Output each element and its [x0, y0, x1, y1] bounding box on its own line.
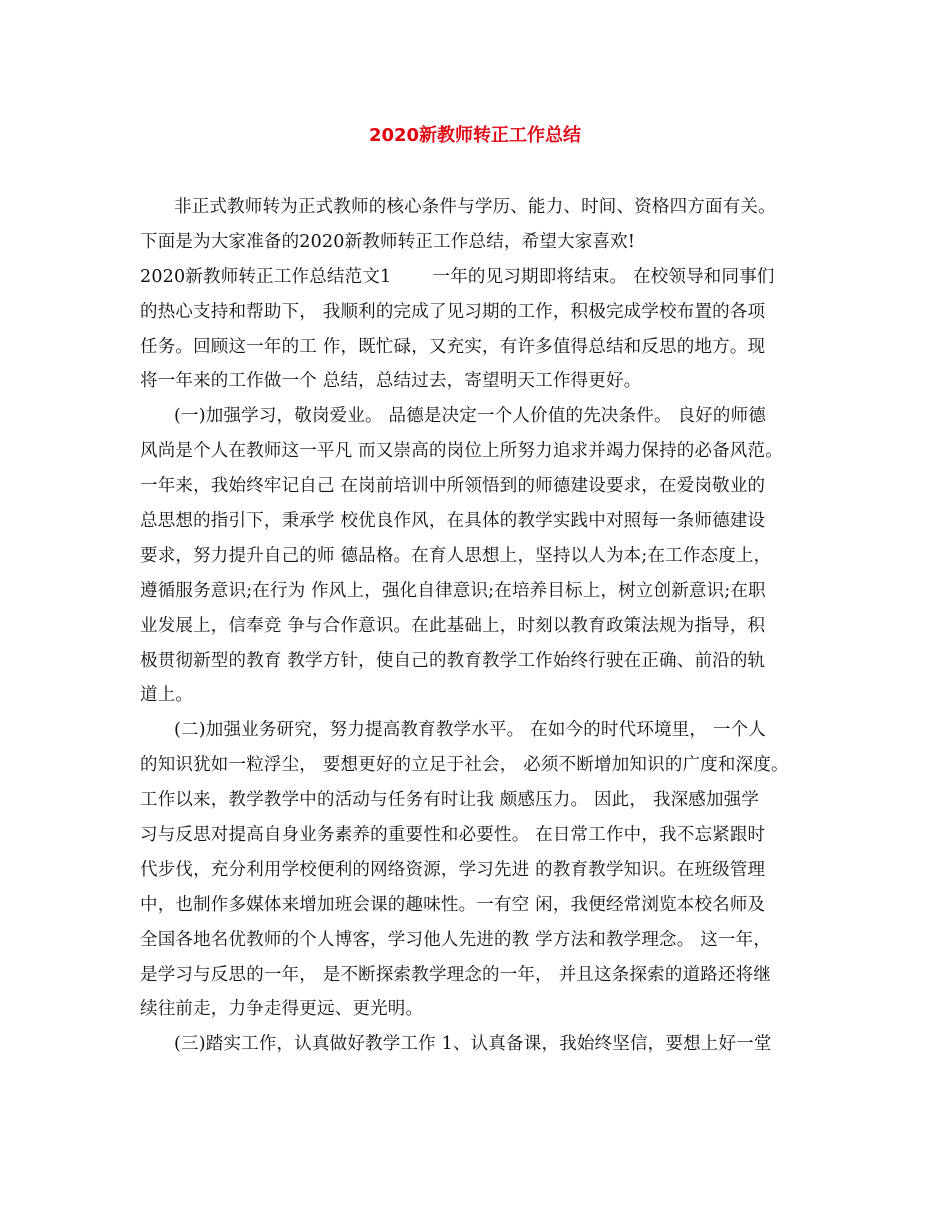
text-line: 总思想的指引下，秉承学 校优良作风，在具体的教学实践中对照每一条师德建设 — [140, 511, 766, 532]
text-line: 工作以来，教学教学中的活动与任务有时让我 颇感压力。 因此， 我深感加强学 — [140, 790, 760, 811]
text-line: 的热心支持和帮助下， 我顺利的完成了见习期的工作，积极完成学校布置的各项 — [140, 301, 766, 322]
document-title: 2020新教师转正工作总结 — [368, 125, 582, 146]
text-line: 代步伐，充分利用学校便利的网络资源，学习先进 的教育教学知识。在班级管理 — [140, 859, 766, 880]
text-line: 中，也制作多媒体来增加班会课的趣味性。一有空 闲，我便经常浏览本校名师及 — [140, 894, 766, 915]
text-line: (二)加强业务研究，努力提高教育教学水平。 在如今的时代环境里， 一个人 — [174, 720, 766, 741]
text-line: 下面是为大家准备的2020新教师转正工作总结，希望大家喜欢! — [140, 231, 636, 252]
text-line: 风尚是个人在教师这一平凡 而又崇高的岗位上所努力追求并竭力保持的必备风范。 — [140, 441, 783, 462]
text-line: 任务。回顾这一年的工 作，既忙碌，又充实，有许多值得总结和反思的地方。现 — [140, 336, 766, 357]
text-line: (三)踏实工作，认真做好教学工作 1、认真备课，我始终坚信，要想上好一堂 — [174, 1034, 772, 1055]
text-line: 业发展上，信奉竞 争与合作意识。在此基础上，时刻以教育政策法规为指导，积 — [140, 615, 766, 636]
text-line: (一)加强学习，敬岗爱业。 品德是决定一个人价值的先决条件。 良好的师德 — [174, 406, 766, 427]
text-line: 续往前走，力争走得更远、更光明。 — [140, 999, 424, 1020]
text-line: 全国各地名优教师的个人博客，学习他人先进的教 学方法和教学理念。 这一年， — [140, 929, 772, 950]
text-line: 2020新教师转正工作总结范文1 一年的见习期即将结束。 在校领导和同事们 — [140, 266, 775, 287]
text-line: 习与反思对提高自身业务素养的重要性和必要性。 在日常工作中，我不忘紧跟时 — [140, 825, 766, 846]
text-line: 要求，努力提升自己的师 德品格。在育人思想上，坚持以人为本;在工作态度上， — [140, 545, 772, 566]
text-line: 道上。 — [140, 685, 194, 706]
text-line: 非正式教师转为正式教师的核心条件与学历、能力、时间、资格四方面有关。 — [174, 197, 776, 217]
document-body — [140, 190, 840, 1062]
text-line: 遵循服务意识;在行为 作风上，强化自律意识;在培养目标上，树立创新意识;在职 — [140, 580, 766, 601]
text-line: 一年来，我始终牢记自己 在岗前培训中所领悟到的师德建设要求，在爱岗敬业的 — [140, 476, 766, 497]
text-line: 将一年来的工作做一个 总结，总结过去，寄望明天工作得更好。 — [140, 371, 642, 392]
text-line: 的知识犹如一粒浮尘， 要想更好的立足于社会， 必须不断增加知识的广度和深度。 — [140, 755, 789, 776]
text-line: 是学习与反思的一年， 是不断探索教学理念的一年， 并且这条探索的道路还将继 — [140, 964, 772, 985]
text-line: 极贯彻新型的教育 教学方针，使自己的教育教学工作始终行驶在正确、前沿的轨 — [140, 650, 766, 671]
